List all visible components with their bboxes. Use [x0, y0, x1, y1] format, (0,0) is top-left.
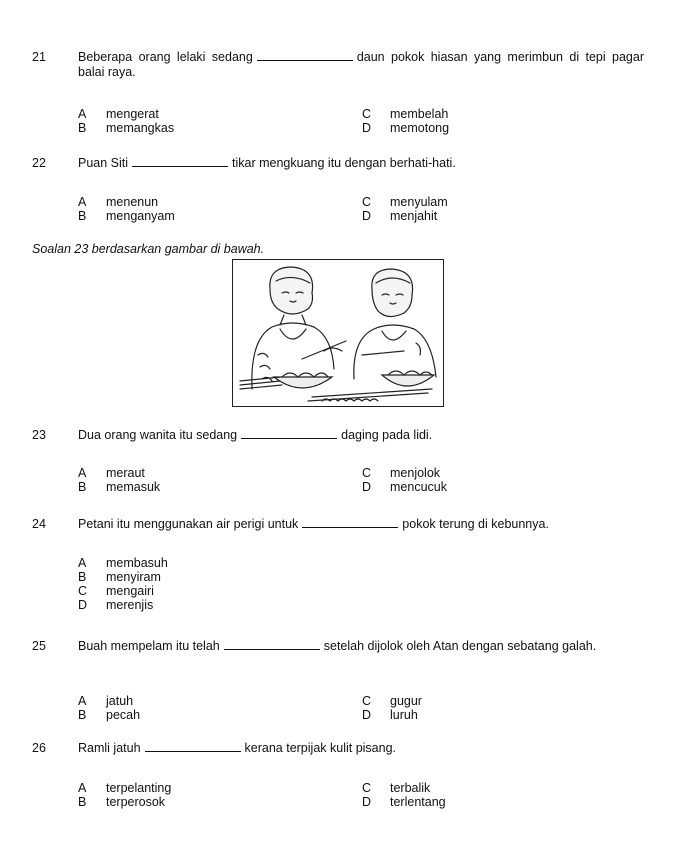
answer-blank [257, 50, 353, 61]
question-25 [32, 639, 644, 654]
question-text: Petani itu menggunakan air perigi untuk pokok terung di kebunnya. [78, 517, 549, 531]
question-text: Dua orang wanita itu sedang daging pada lidi. [78, 428, 433, 442]
answer-blank [224, 639, 320, 650]
question-text: Ramli jatuh kerana terpijak kulit pisang. [78, 741, 397, 755]
question-number: 23 [32, 428, 46, 442]
option-a[interactable]: A terpelanting [78, 781, 172, 795]
option-a[interactable]: A jatuh [78, 694, 134, 708]
option-d[interactable]: D memotong [362, 121, 450, 135]
answer-blank [145, 741, 241, 752]
option-c[interactable]: C terbalik [362, 781, 431, 795]
question-26 [32, 741, 644, 756]
option-b[interactable]: B menganyam [78, 209, 175, 223]
option-a[interactable]: A meraut [78, 466, 145, 480]
question-22 [32, 156, 644, 171]
option-d[interactable]: D menjahit [362, 209, 438, 223]
option-b[interactable]: B terperosok [78, 795, 166, 809]
question-text: Buah mempelam itu telah setelah dijolok oleh Atan dengan sebatang galah. [78, 639, 597, 653]
question-21 [32, 50, 644, 80]
figure-caption: Soalan 23 berdasarkan gambar di bawah. [32, 242, 265, 256]
option-d[interactable]: D luruh [362, 708, 418, 722]
option-b[interactable]: B menyiram [78, 570, 161, 584]
option-a[interactable]: A membasuh [78, 556, 168, 570]
option-d[interactable]: D terlentang [362, 795, 446, 809]
option-d[interactable]: D mencucuk [362, 480, 447, 494]
option-c[interactable]: C mengairi [78, 584, 154, 598]
option-b[interactable]: B pecah [78, 708, 141, 722]
option-c[interactable]: C gugur [362, 694, 422, 708]
option-b[interactable]: B memasuk [78, 480, 161, 494]
option-c[interactable]: C menjolok [362, 466, 441, 480]
answer-blank [241, 428, 337, 439]
option-b[interactable]: B memangkas [78, 121, 175, 135]
answer-blank [132, 156, 228, 167]
question-number: 26 [32, 741, 46, 755]
question-text: Puan Siti tikar mengkuang itu dengan berhati-hati. [78, 156, 456, 170]
women-skewering-satay-illustration [232, 259, 444, 407]
question-number: 24 [32, 517, 46, 531]
question-23 [32, 428, 644, 443]
question-number: 21 [32, 50, 46, 64]
question-number: 25 [32, 639, 46, 653]
question-number: 22 [32, 156, 46, 170]
option-a[interactable]: A mengerat [78, 107, 159, 121]
option-c[interactable]: C menyulam [362, 195, 448, 209]
answer-blank [302, 517, 398, 528]
question-24 [32, 517, 644, 532]
option-a[interactable]: A menenun [78, 195, 159, 209]
question-text: Beberapa orang lelaki sedang daun pokok hiasan yang merimbun di tepi pagar balai raya. [78, 50, 644, 79]
option-c[interactable]: C membelah [362, 107, 449, 121]
option-d[interactable]: D merenjis [78, 598, 154, 612]
